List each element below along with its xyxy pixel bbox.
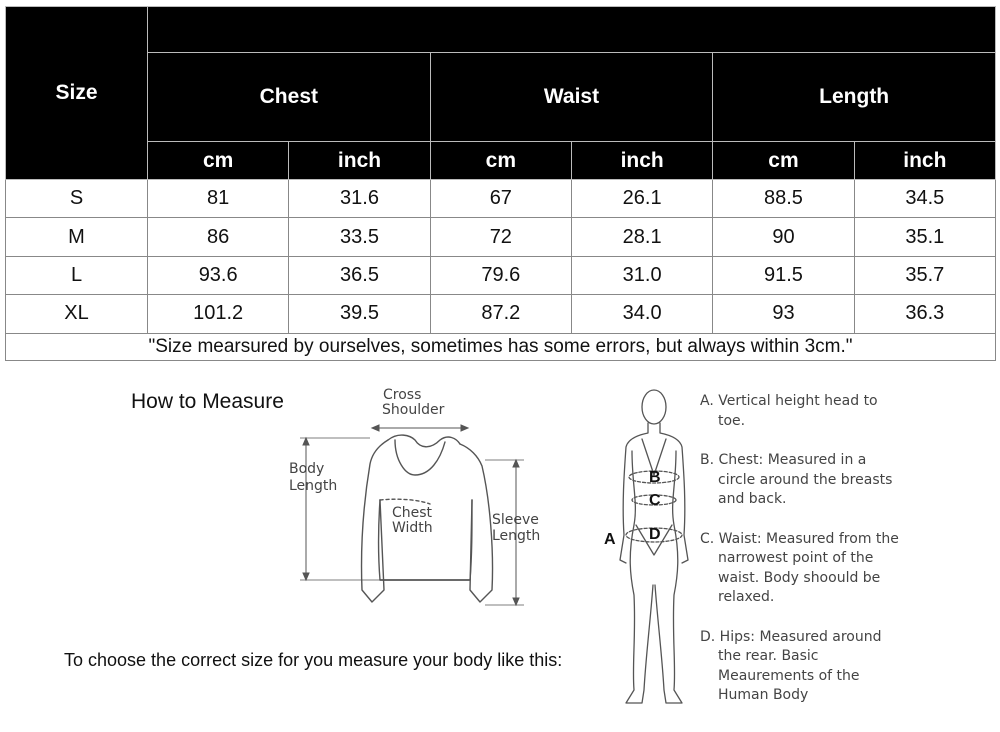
cross-shoulder-arrowhead xyxy=(461,425,468,431)
body-length-arrowhead xyxy=(303,573,309,580)
sleeve-length-arrowhead xyxy=(513,598,519,605)
value-cell: 88.5 xyxy=(713,180,854,218)
chest-header: Chest xyxy=(148,53,431,142)
note-hips: D. Hips: Measured around the rear. Basic Meaurements of the Human Body xyxy=(700,628,882,703)
label-d: D xyxy=(649,526,661,543)
value-cell: 31.6 xyxy=(289,180,430,218)
value-cell: 35.1 xyxy=(854,218,995,256)
how-to-measure-heading: How to Measure xyxy=(131,390,284,413)
note-waist: C. Waist: Measured from the narrowest point of the waist. Body shoould be relaxed. xyxy=(700,530,899,605)
value-cell: 26.1 xyxy=(571,180,712,218)
waist-header: Waist xyxy=(430,53,713,142)
table-row xyxy=(6,218,996,256)
value-cell: 31.0 xyxy=(571,256,712,294)
value-cell: 35.7 xyxy=(854,256,995,294)
size-cell: S xyxy=(6,180,148,218)
header-top-bar xyxy=(148,7,996,53)
value-cell: 86 xyxy=(148,218,289,256)
sleeve-length-label: Length xyxy=(492,528,541,544)
table-row xyxy=(6,180,996,218)
value-cell: 93.6 xyxy=(148,256,289,294)
garment-neckline xyxy=(388,435,460,447)
value-cell: 93 xyxy=(713,295,854,333)
sleeve-length-label: Sleeve xyxy=(492,512,539,528)
figure-head xyxy=(642,390,666,424)
figure-right-leg xyxy=(655,451,682,703)
value-cell: 72 xyxy=(430,218,571,256)
cross-shoulder-label: Shoulder xyxy=(382,402,445,418)
measurement-notes xyxy=(700,392,900,726)
size-cell: M xyxy=(6,218,148,256)
note-chest: B. Chest: Measured in a circle around the breasts and back. xyxy=(700,452,893,507)
value-cell: 101.2 xyxy=(148,295,289,333)
value-cell: 79.6 xyxy=(430,256,571,294)
label-a: A xyxy=(604,531,616,548)
chest-width-label: Chest xyxy=(392,505,433,521)
body-measure-figure xyxy=(598,385,698,715)
body-length-arrowhead xyxy=(303,438,309,445)
value-cell: 91.5 xyxy=(713,256,854,294)
value-cell: 28.1 xyxy=(571,218,712,256)
value-cell: 87.2 xyxy=(430,295,571,333)
unit-header: inch xyxy=(571,142,712,180)
measure-advice-text: To choose the correct size for you measure your body like this: xyxy=(64,650,563,670)
note-vertical-height: A. Vertical height head to toe. xyxy=(700,393,878,429)
length-header: Length xyxy=(713,53,996,142)
chest-width-line xyxy=(380,499,430,504)
value-cell: 67 xyxy=(430,180,571,218)
value-cell: 81 xyxy=(148,180,289,218)
value-cell: 39.5 xyxy=(289,295,430,333)
table-row xyxy=(6,295,996,333)
chest-width-label: Width xyxy=(392,520,433,536)
size-cell: L xyxy=(6,256,148,294)
cross-shoulder-arrowhead xyxy=(372,425,379,431)
measurement-note: "Size mearsured by ourselves, sometimes has some errors, but always within 3cm." xyxy=(6,333,996,360)
garment-right-sleeve xyxy=(460,444,493,602)
value-cell: 33.5 xyxy=(289,218,430,256)
figure-left-leg xyxy=(626,451,653,703)
label-b: B xyxy=(649,469,661,486)
unit-header: cm xyxy=(430,142,571,180)
size-chart-table xyxy=(5,6,996,361)
unit-header: cm xyxy=(713,142,854,180)
value-cell: 36.5 xyxy=(289,256,430,294)
value-cell: 90 xyxy=(713,218,854,256)
unit-header: cm xyxy=(148,142,289,180)
unit-header: inch xyxy=(289,142,430,180)
body-length-label: Length xyxy=(289,478,338,494)
body-length-label: Body xyxy=(289,461,325,477)
value-cell: 36.3 xyxy=(854,295,995,333)
garment-left-sleeve xyxy=(361,440,388,602)
cross-shoulder-label: Cross xyxy=(383,387,422,403)
size-cell: XL xyxy=(6,295,148,333)
sleeve-length-arrowhead xyxy=(513,460,519,467)
unit-header: inch xyxy=(854,142,995,180)
value-cell: 34.5 xyxy=(854,180,995,218)
size-header: Size xyxy=(6,7,148,180)
label-c: C xyxy=(649,492,661,509)
garment-measure-diagram xyxy=(280,380,570,615)
value-cell: 34.0 xyxy=(571,295,712,333)
table-row xyxy=(6,256,996,294)
